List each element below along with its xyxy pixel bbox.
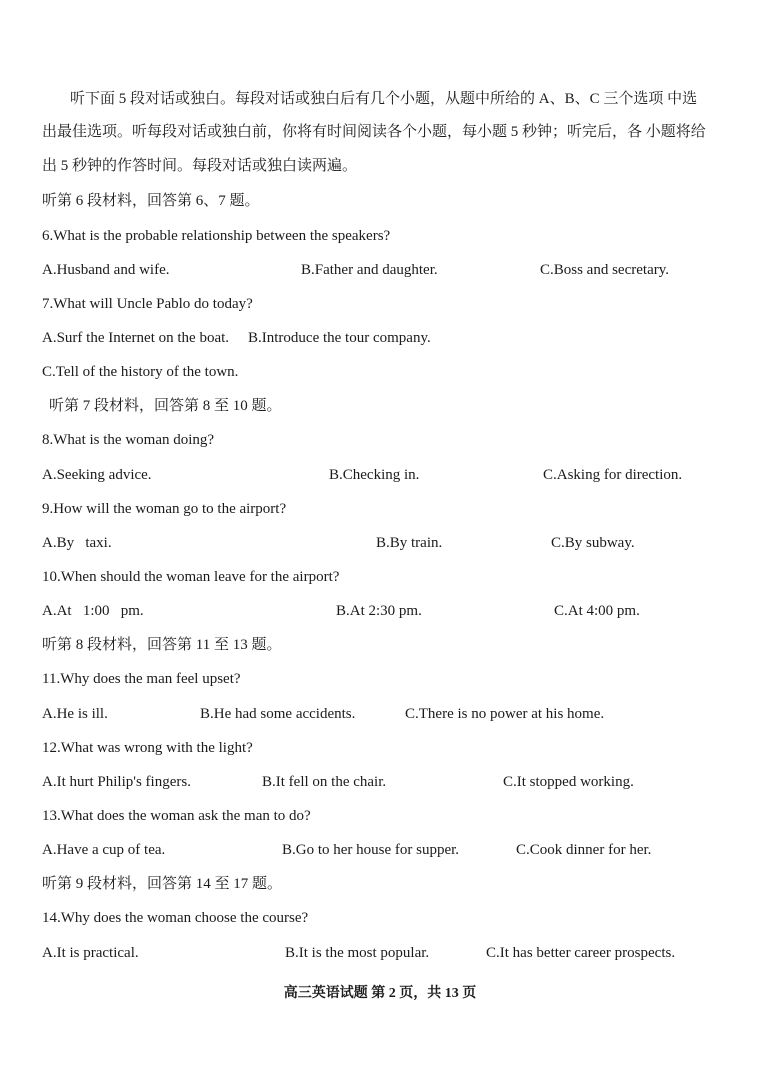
option-c: C.At 4:00 pm. xyxy=(554,603,640,619)
section-heading: 听第 7 段材料，回答第 8 至 10 题。 xyxy=(49,398,282,414)
intro-line: 出最佳选项。听每段对话或独白前，你将有时间阅读各个小题，每小题 5 秒钟；听完后，各 小题将给 xyxy=(42,124,706,140)
question-stem: 11.Why does the man feel upset? xyxy=(42,671,241,687)
option-b: B.It fell on the chair. xyxy=(262,774,387,790)
option-a: A.At 1:00 pm. xyxy=(42,603,144,619)
option-b: B.By train. xyxy=(376,535,443,551)
option-c: C.Tell of the history of the town. xyxy=(42,364,239,380)
question-stem: 7.What will Uncle Pablo do today? xyxy=(42,296,253,312)
page-footer: 高三英语试题 第 2 页，共 13 页 xyxy=(283,986,477,1001)
question-stem: 10.When should the woman leave for the airport? xyxy=(42,569,340,585)
option-c: C.Boss and secretary. xyxy=(540,262,669,278)
option-a: A.By taxi. xyxy=(42,535,112,551)
intro-line: 听下面 5 段对话或独白。每段对话或独白后有几个小题，从题中所给的 A、B、C 三个选项 中选 xyxy=(70,91,698,107)
option-c: C.It stopped working. xyxy=(503,774,634,790)
option-a: A.Surf the Internet on the boat. xyxy=(42,330,230,346)
option-b: B.Introduce the tour company. xyxy=(248,330,431,346)
intro-line: 出 5 秒钟的作答时间。每段对话或独白读两遍。 xyxy=(42,158,358,174)
section-heading: 听第 6 段材料，回答第 6、7 题。 xyxy=(42,193,260,209)
section-heading: 听第 8 段材料，回答第 11 至 13 题。 xyxy=(42,637,282,653)
option-b: B.He had some accidents. xyxy=(200,706,356,722)
option-a: A.It hurt Philip's fingers. xyxy=(42,774,191,790)
option-c: C.By subway. xyxy=(551,535,635,551)
option-a: A.He is ill. xyxy=(42,706,108,722)
option-a: A.Seeking advice. xyxy=(42,467,152,483)
question-stem: 14.Why does the woman choose the course? xyxy=(42,910,309,926)
option-a: A.Have a cup of tea. xyxy=(42,842,166,858)
option-b: B.At 2:30 pm. xyxy=(336,603,422,619)
option-a: A.Husband and wife. xyxy=(42,262,170,278)
section-heading: 听第 9 段材料，回答第 14 至 17 题。 xyxy=(42,876,283,892)
option-c: C.Asking for direction. xyxy=(543,467,683,483)
option-b: B.It is the most popular. xyxy=(285,945,430,961)
question-stem: 13.What does the woman ask the man to do? xyxy=(42,808,311,824)
option-a: A.It is practical. xyxy=(42,945,139,961)
option-c: C.It has better career prospects. xyxy=(486,945,676,961)
question-stem: 6.What is the probable relationship between the speakers? xyxy=(42,228,391,244)
question-stem: 8.What is the woman doing? xyxy=(42,432,215,448)
option-c: C.There is no power at his home. xyxy=(405,706,605,722)
question-stem: 12.What was wrong with the light? xyxy=(42,740,253,756)
option-b: B.Checking in. xyxy=(329,467,420,483)
option-b: B.Father and daughter. xyxy=(301,262,438,278)
question-stem: 9.How will the woman go to the airport? xyxy=(42,501,287,517)
option-c: C.Cook dinner for her. xyxy=(516,842,652,858)
option-b: B.Go to her house for supper. xyxy=(282,842,460,858)
